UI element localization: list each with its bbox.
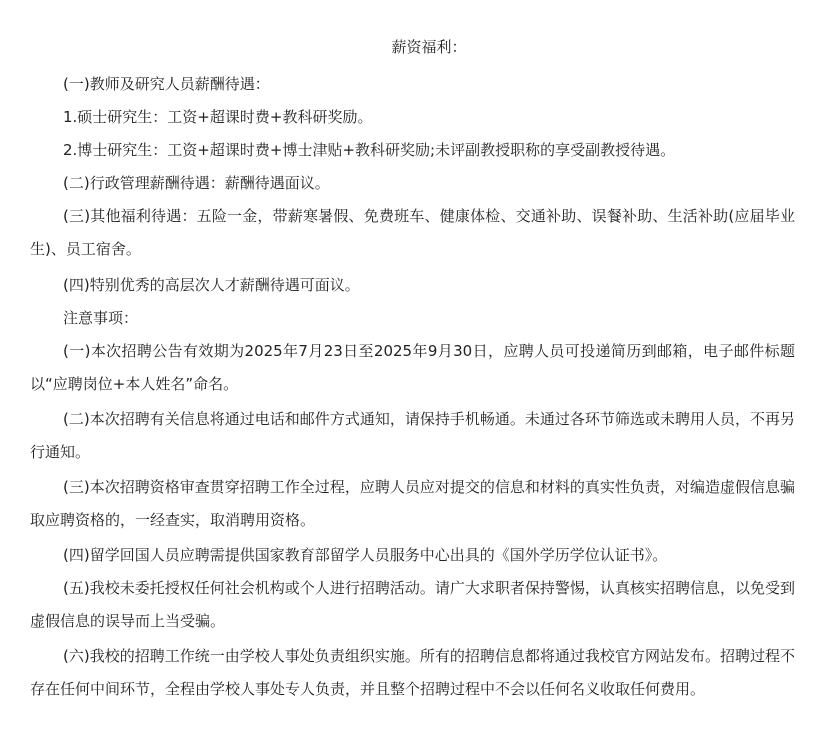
paragraph-master-pay: 1.硕士研究生：工资+超课时费+教科研奖励。 xyxy=(63,108,373,126)
paragraph-other-benefits: (三)其他福利待遇：五险一金，带薪寒暑假、免费班车、健康体检、交通补助、误餐补助、生活补助(应届毕业生)、员工宿舍。 xyxy=(30,207,795,258)
paragraph-doctor-pay: 2.博士研究生：工资+超课时费+博士津贴+教科研奖励;未评副教授职称的享受副教授待遇。 xyxy=(63,141,676,159)
paragraph-note-overseas: (四)留学回国人员应聘需提供国家教育部留学人员服务中心出具的《国外学历学位认证书》。 xyxy=(63,546,668,564)
paragraph-teacher-pay-heading: (一)教师及研究人员薪酬待遇： xyxy=(63,75,270,93)
paragraph-note-validity: (一)本次招聘公告有效期为2025年7月23日至2025年9月30日，应聘人员可投递简历到邮箱，电子邮件标题以“应聘岗位+本人姓名”命名。 xyxy=(30,342,795,393)
paragraph-note-no-agency: (五)我校未委托授权任何社会机构或个人进行招聘活动。请广大求职者保持警惕，认真核实招聘信息，以免受到虚假信息的误导而上当受骗。 xyxy=(30,579,795,630)
paragraph-admin-pay: (二)行政管理薪酬待遇：薪酬待遇面议。 xyxy=(63,174,330,192)
paragraph-note-notification: (二)本次招聘有关信息将通过电话和邮件方式通知，请保持手机畅通。未通过各环节筛选或未聘用人员，不再另行通知。 xyxy=(30,410,795,461)
section-title: 薪资福利： xyxy=(391,38,467,56)
paragraph-note-process: (六)我校的招聘工作统一由学校人事处负责组织实施。所有的招聘信息都将通过我校官方网站发布。招聘过程不存在任何中间环节，全程由学校人事处专人负责，并且整个招聘过程中不会以任何名义收取任何费用。 xyxy=(30,647,795,698)
paragraph-talent-pay: (四)特别优秀的高层次人才薪酬待遇可面议。 xyxy=(63,276,360,294)
notes-heading: 注意事项： xyxy=(63,309,139,327)
paragraph-note-qualification: (三)本次招聘资格审查贯穿招聘工作全过程，应聘人员应对提交的信息和材料的真实性负责，对编造虚假信息骗取应聘资格的，一经查实，取消聘用资格。 xyxy=(30,478,795,529)
